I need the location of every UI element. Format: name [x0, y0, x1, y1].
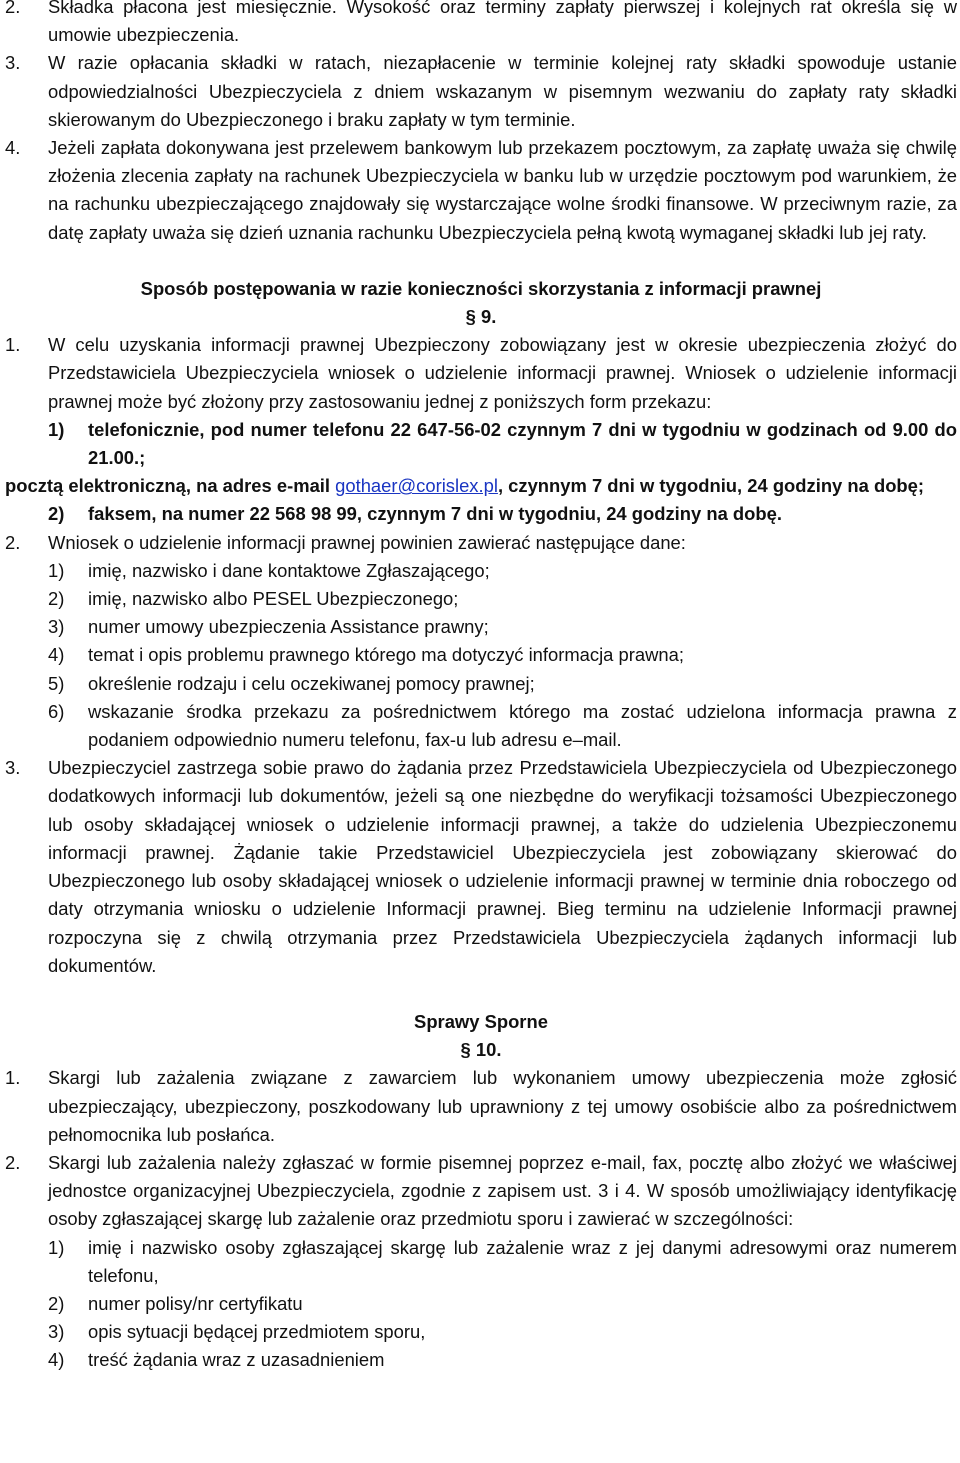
section-number: § 10. — [460, 1039, 502, 1061]
section-title: Sprawy Sporne — [414, 1010, 548, 1032]
sub-item-text: wskazanie środka przekazu za pośrednictwem którego ma zostać udzielona informacja prawna z podaniem odpowiednio numeru telefonu, fax-u lub adresu e–mail. — [88, 700, 957, 751]
sub-list-item — [48, 698, 957, 754]
sub-list-item — [48, 670, 957, 698]
item-text: Ubezpieczyciel zastrzega sobie prawo do żądania przez Przedstawiciela Ubezpieczyciela od Ubezpieczonego dodatkowych informacji lub dokumentów, jeżeli są one niezbędne do weryfikacji tożsamości Ubezpieczonego lub osoby składającej wniosek o udzielenie informacji prawnej, a także do udzielenia Ubezpieczonemu informacji prawnej. Żądanie takie Przedstawiciel Ubezpieczyciela jest zobowiązany skierować do Ubezpieczonego lub osoby składającej wniosek o udzielenie informacji prawnej w terminie dnia roboczego od daty otrzymania wniosku o udzielenie Informacji prawnej. Bieg terminu na udzielenie Informacji prawnej rozpoczyna się z chwilą otrzymania przez Przedstawiciela Ubezpieczyciela żądanych informacji lub dokumentów. — [48, 757, 957, 976]
sub-item-number: 2) — [48, 588, 65, 610]
sub-list-item — [48, 1346, 957, 1374]
sub-item-text: telefonicznie, pod numer telefonu 22 647-56-02 czynnym 7 dni w tygodniu w godzinach od 9.00 do 21.00.; — [88, 418, 957, 469]
list-item — [5, 529, 957, 557]
list-item — [5, 49, 957, 134]
list-item — [5, 754, 957, 980]
item-text: Skargi lub zażalenia związane z zawarciem lub wykonaniem umowy ubezpieczenia może zgłosić ubezpieczający, ubezpieczony, poszkodowany lub uprawniony z tej umowy osobiście albo za pośrednictwem pełnomocnika lub posłańca. — [48, 1067, 957, 1145]
sub-list-item — [48, 416, 957, 472]
sub-item-number: 6) — [48, 700, 65, 722]
list-item — [5, 331, 957, 416]
item-text: Składka płacona jest miesięcznie. Wysokość oraz terminy zapłaty pierwszej i kolejnych rat określa się w umowie ubezpieczenia. — [48, 0, 957, 46]
sub-item-number: 3) — [48, 1321, 65, 1343]
sub-list-item — [48, 1318, 957, 1346]
sub-item-text: faksem, na numer 22 568 98 99, czynnym 7 dni w tygodniu, 24 godziny na dobę. — [88, 503, 782, 525]
sub-list-item — [48, 613, 957, 641]
item-number: 3. — [5, 757, 21, 779]
item-number: 1. — [5, 334, 21, 356]
sub-list-item — [48, 1234, 957, 1290]
sub-item-text: imię i nazwisko osoby zgłaszającej skargę lub zażalenie wraz z jej danymi adresowymi oraz numerem telefonu, — [88, 1236, 957, 1286]
spacer — [5, 247, 957, 275]
sub-list-item — [48, 585, 957, 613]
item-number: 2. — [5, 531, 21, 553]
sub-list-item — [48, 1290, 957, 1318]
sub-item-number: 1) — [48, 559, 65, 581]
email-link[interactable]: gothaer@corislex.pl — [335, 475, 498, 497]
sub-item-number: 3) — [48, 616, 65, 638]
sub-item-number: 5) — [48, 672, 65, 694]
sub-item-text: imię, nazwisko i dane kontaktowe Zgłaszającego; — [88, 559, 490, 581]
email-prefix: pocztą elektroniczną, na adres e-mail — [5, 475, 336, 497]
sub-list-item — [48, 641, 957, 669]
item-text: Skargi lub zażalenia należy zgłaszać w formie pisemnej poprzez e-mail, fax, pocztę albo złożyć we właściwej jednostce organizacyjnej Ubezpieczyciela, zgodnie z zapisem ust. 3 i 4. W sposób umożliwiający identyfikację osoby zgłaszającej skargę lub zażalenie oraz przedmiotu sporu i zawierać w szczególności: — [48, 1151, 957, 1230]
sub-item-text: opis sytuacji będącej przedmiotem sporu, — [88, 1321, 426, 1343]
document-page — [5, 0, 957, 1375]
section-title: Sposób postępowania w razie konieczności skorzystania z informacji prawnej — [140, 277, 822, 299]
list-item — [5, 1149, 957, 1234]
spacer — [5, 980, 957, 1008]
email-suffix: , czynnym 7 dni w tygodniu, 24 godziny na dobę; — [497, 475, 925, 497]
item-number: 3. — [5, 52, 21, 74]
sub-item-text: imię, nazwisko albo PESEL Ubezpieczonego; — [88, 588, 459, 610]
sub-list-item — [48, 500, 957, 528]
sub-list-item — [48, 557, 957, 585]
item-text: W celu uzyskania informacji prawnej Ubezpieczony zobowiązany jest w okresie ubezpieczenia złożyć do Przedstawiciela Ubezpieczyciela wniosek o udzielenie informacji prawnej. Wniosek o udzielenie informacji prawnej może być złożony przy zastosowaniu jednej z poniższych form przekazu: — [48, 334, 957, 412]
section-number: § 9. — [465, 306, 497, 328]
sub-item-text: numer umowy ubezpieczenia Assistance prawny; — [88, 616, 489, 638]
item-text: Jeżeli zapłata dokonywana jest przelewem bankowym lub przekazem pocztowym, za zapłatę uważa się chwilę złożenia zlecenia zapłaty na rachunek Ubezpieczyciela w banku lub w urzędzie pocztowym pod warunkiem, że na rachunku ubezpieczającego znajdowały się wystarczające wolne środki finansowe. W przeciwnym razie, za datę zapłaty uważa się dzień uznania rachunku Ubezpieczyciela pełną kwotą wymaganej składki lub jej raty. — [48, 137, 957, 243]
list-item — [5, 134, 957, 247]
email-line — [5, 472, 957, 500]
list-item — [5, 0, 957, 49]
sub-item-number: 1) — [48, 1236, 65, 1258]
sub-item-number: 4) — [48, 644, 65, 666]
sub-item-text: numer polisy/nr certyfikatu — [88, 1292, 303, 1314]
item-number: 2. — [5, 0, 21, 17]
item-number: 4. — [5, 137, 21, 159]
sub-item-number: 2) — [48, 1292, 65, 1314]
list-item — [5, 1064, 957, 1149]
sub-item-text: temat i opis problemu prawnego którego ma dotyczyć informacja prawna; — [88, 644, 684, 666]
sub-item-text: określenie rodzaju i celu oczekiwanej pomocy prawnej; — [88, 672, 535, 694]
sub-item-number: 2) — [48, 503, 65, 525]
sub-item-number: 1) — [48, 418, 65, 440]
sub-item-number: 4) — [48, 1349, 65, 1371]
item-number: 1. — [5, 1067, 21, 1089]
item-text: Wniosek o udzielenie informacji prawnej powinien zawierać następujące dane: — [48, 531, 686, 553]
item-text: W razie opłacania składki w ratach, niezapłacenie w terminie kolejnej raty składki spowoduje ustanie odpowiedzialności Ubezpieczyciela z dniem wskazanym w pisemnym wezwaniu do zapłaty raty składki skierowanym do Ubezpieczonego i braku zapłaty w tym terminie. — [48, 52, 957, 130]
sub-item-text: treść żądania wraz z uzasadnieniem — [88, 1349, 385, 1371]
item-number: 2. — [5, 1151, 21, 1173]
